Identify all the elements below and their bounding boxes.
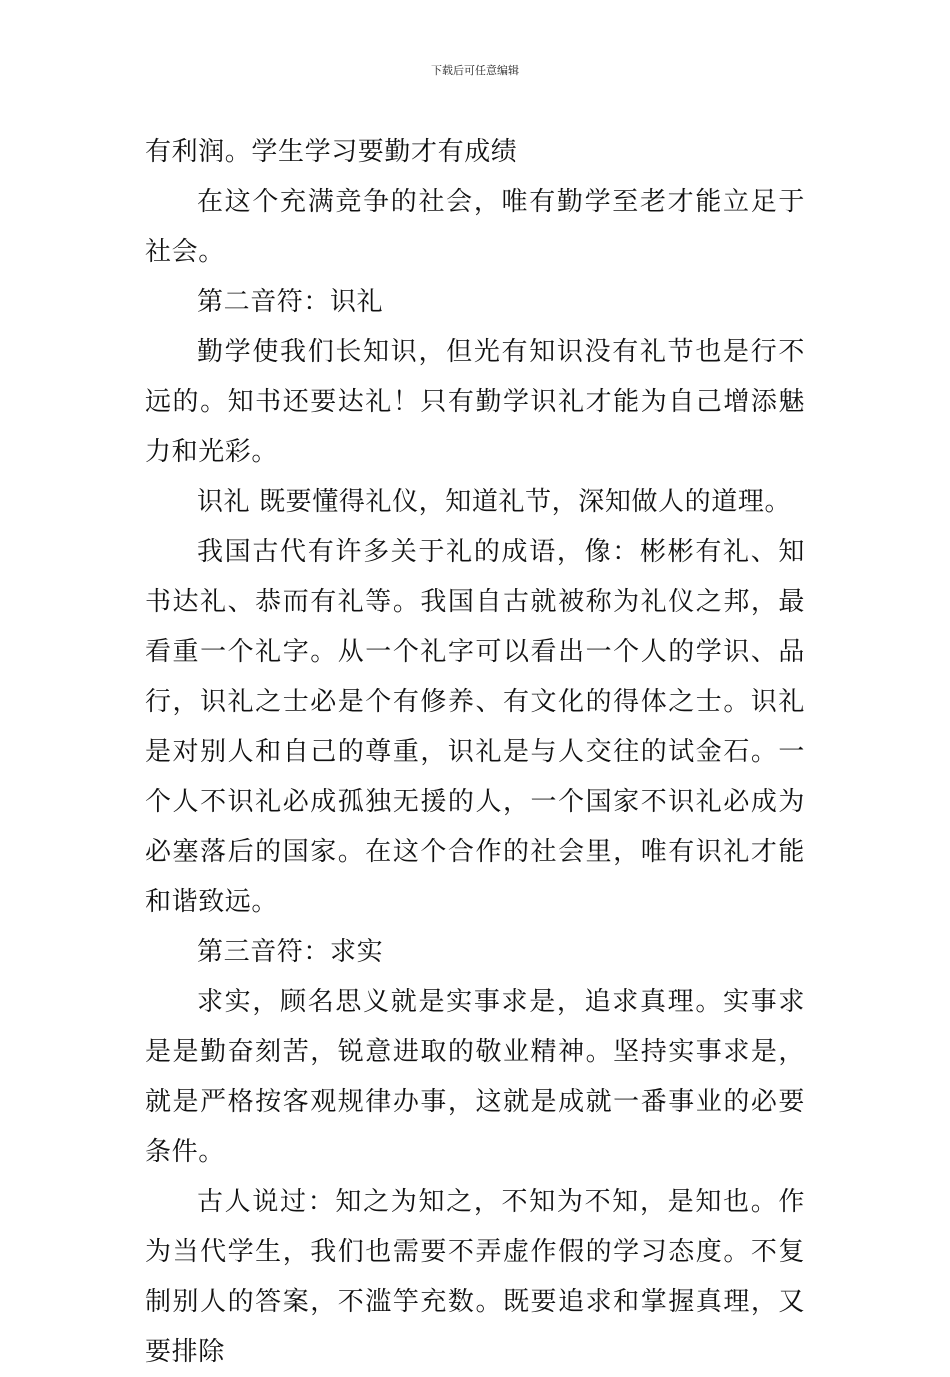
section-heading-2: 第二音符：识礼 [197, 287, 384, 317]
paragraph-4: 识礼 既要懂得礼仪，知道礼节，深知做人的道理。 [197, 487, 792, 517]
page-header: 下载后可任意编辑 [431, 64, 519, 77]
paragraph-1: 有利润。学生学习要勤才有成绩 [145, 137, 518, 167]
paragraph-5: 我国古代有许多关于礼的成语，像：彬彬有礼、知书达礼、恭而有礼等。我国自古就被称为礼仪之邦，最看重一个礼字。从一个礼字可以看出一个人的学识、品行，识礼之士必是个有修养、有文化的得体之士。识礼是对别人和自己的尊重，识礼是与人交往的试金石。一个人不识礼必成孤独无援的人，一个国家不识礼必成为必塞落后的国家。在这个合作的社会里，唯有识礼才能和谐致远。 [145, 537, 805, 917]
paragraph-2: 在这个充满竞争的社会，唯有勤学至老才能立足于社会。 [145, 187, 805, 267]
document-body [145, 127, 805, 1377]
section-heading-3: 第三音符：求实 [197, 937, 384, 967]
paragraph-6: 求实，顾名思义就是实事求是，追求真理。实事求是是勤奋刻苦，锐意进取的敬业精神。坚持实事求是，就是严格按客观规律办事，这就是成就一番事业的必要条件。 [145, 987, 805, 1167]
paragraph-3: 勤学使我们长知识，但光有知识没有礼节也是行不远的。知书还要达礼！只有勤学识礼才能为自己增添魅力和光彩。 [145, 337, 805, 467]
paragraph-7: 古人说过：知之为知之，不知为不知，是知也。作为当代学生，我们也需要不弄虚作假的学习态度。不复制别人的答案，不滥竽充数。既要追求和掌握真理，又要排除 [145, 1187, 805, 1367]
